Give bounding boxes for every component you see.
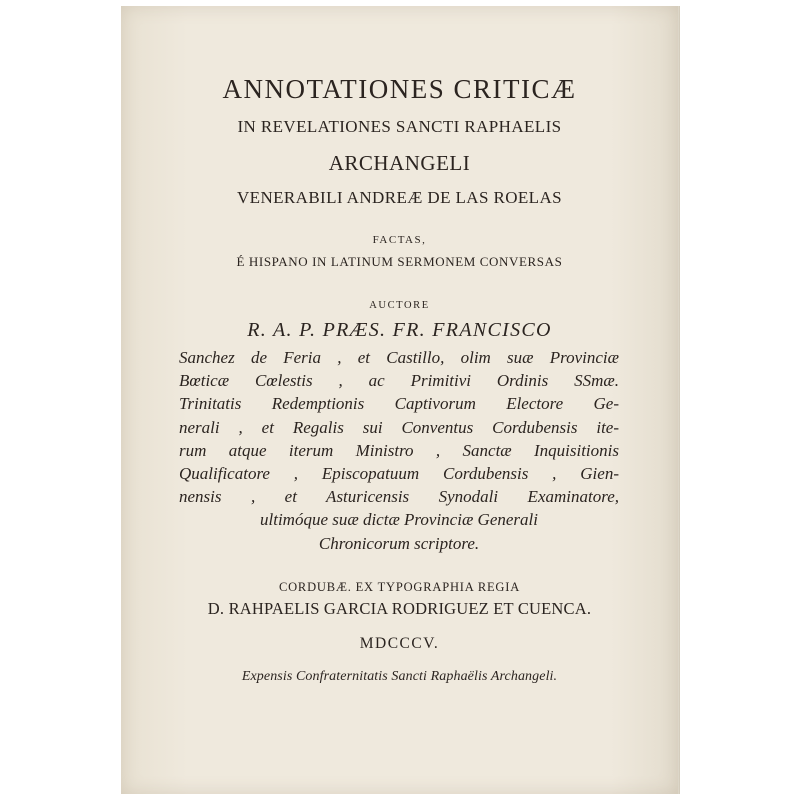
author-description-line: Trinitatis Redemptionis Captivorum Electore Ge-	[179, 394, 619, 414]
subtitle-line-2: ARCHANGELI	[328, 151, 471, 175]
imprint-year: MDCCCV.	[359, 635, 440, 652]
author-description-line: rum atque iterum Ministro , Sanctæ Inquisitionis	[179, 440, 619, 460]
author-description-line: Sanchez de Feria , et Castillo, olim suæ Provinciæ	[179, 348, 619, 367]
author-description-line: ultimóque suæ dictæ Provinciæ Generali	[260, 510, 538, 530]
translation-line: É HISPANO IN LATINUM SERMONEM CONVERSAS	[236, 254, 563, 269]
author-description-line: nerali , et Regalis sui Conventus Cordubensis ite-	[179, 417, 619, 437]
author-description	[179, 346, 619, 555]
author-description-line: nensis , et Asturicensis Synodali Examinatore,	[179, 487, 619, 507]
imprint-place: CORDUBÆ. EX TYPOGRAPHIA REGIA	[278, 580, 521, 594]
imprint-printer: D. RAHPAELIS GARCIA RODRIGUEZ ET CUENCA.	[207, 599, 592, 618]
book-title: ANNOTATIONES CRITICÆ	[222, 74, 577, 104]
title-page	[121, 6, 678, 794]
auctore-label: AUCTORE	[369, 300, 430, 311]
imprint-expenses: Expensis Confraternitatis Sancti Raphaëlis Archangeli.	[241, 669, 558, 684]
author-name: R. A. P. PRÆS. FR. FRANCISCO	[247, 319, 552, 341]
factas-line: FACTAS,	[372, 234, 427, 246]
author-description-line: Chronicorum scriptore.	[318, 533, 480, 553]
author-description-line: Qualificatore , Episcopatuum Cordubensis , Gien-	[179, 464, 619, 484]
subtitle-line-3: VENERABILI ANDREÆ DE LAS ROELAS	[236, 188, 562, 207]
subtitle-line-1: IN REVELATIONES SANCTI RAPHAELIS	[237, 117, 562, 136]
author-description-line: Bœticæ Cœlestis , ac Primitivi Ordinis SSmæ.	[179, 371, 619, 391]
